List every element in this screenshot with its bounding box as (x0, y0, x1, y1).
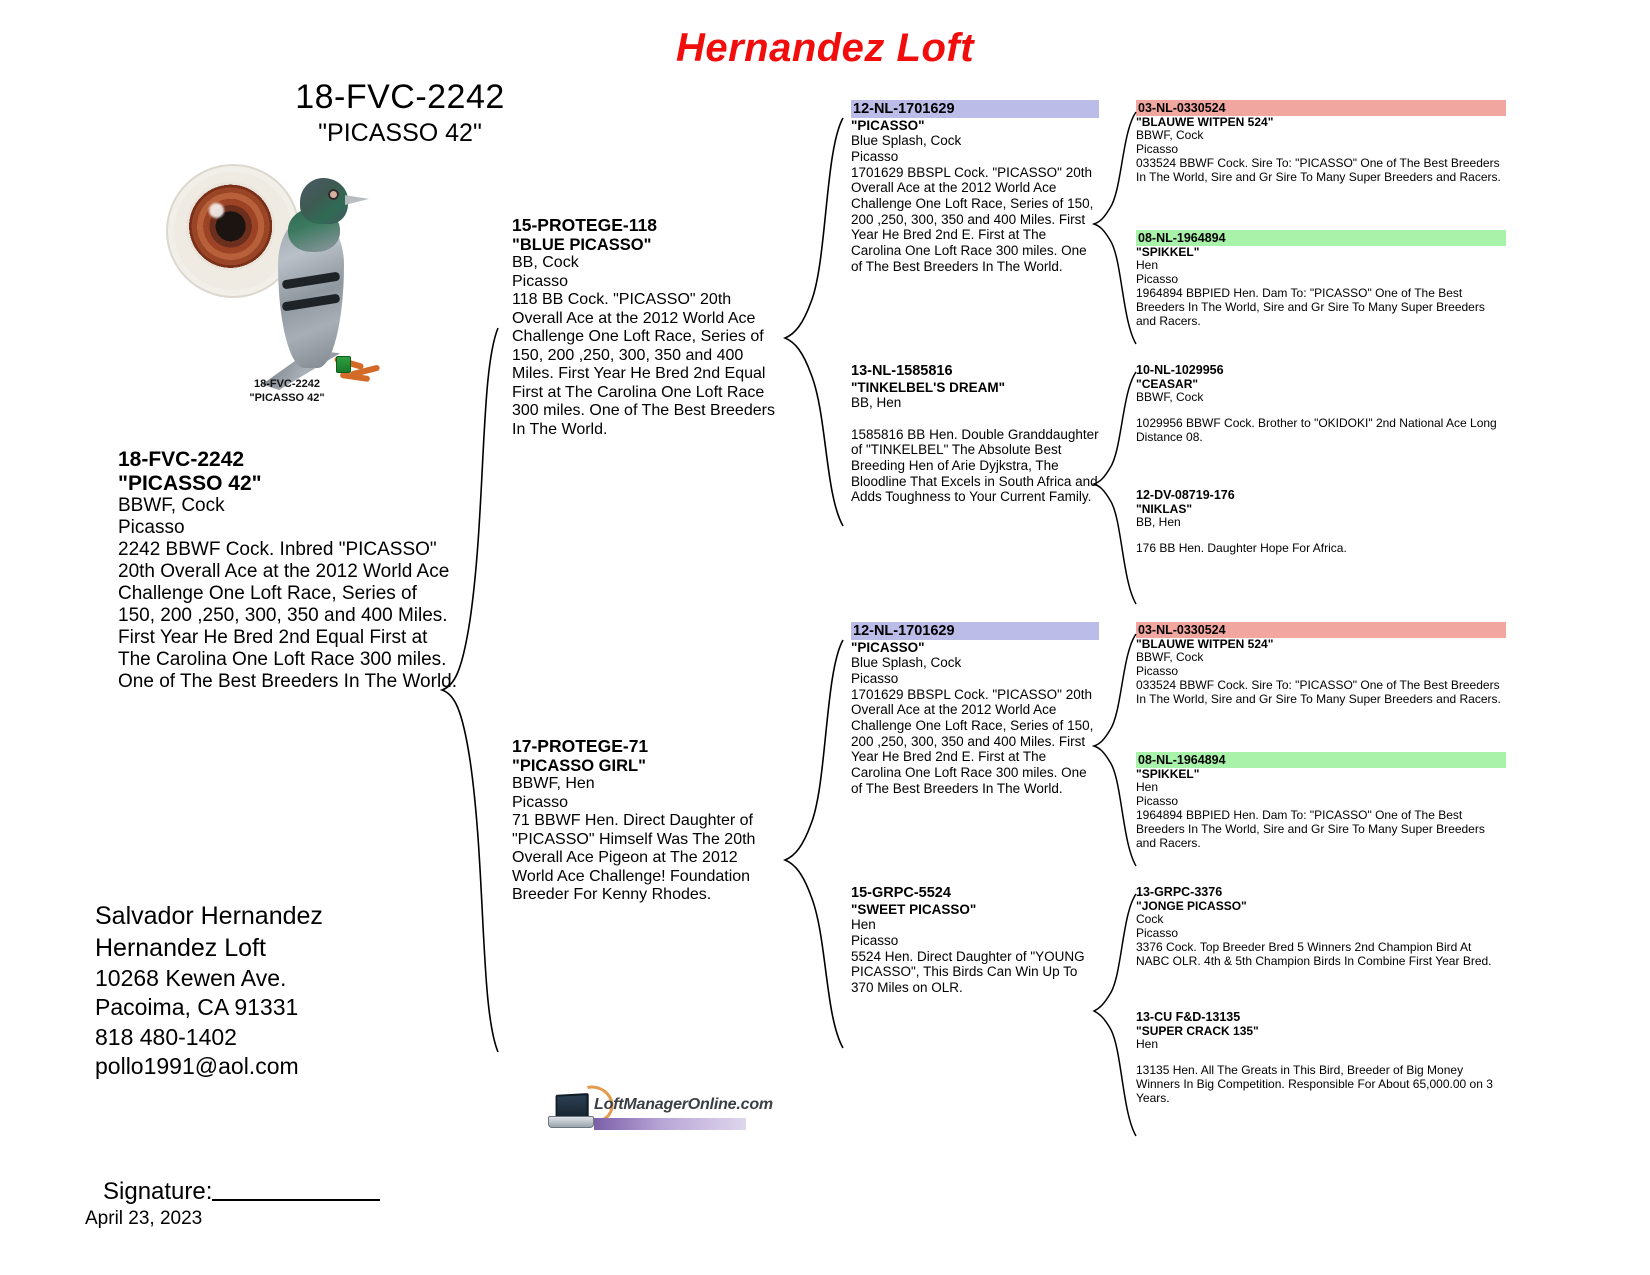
bracket-gen3a-to-gen4 (1092, 108, 1142, 348)
bird-block-gen4-5 (1136, 622, 1506, 707)
photo-caption (202, 378, 372, 406)
color-sex: BBWF, Cock (1136, 390, 1204, 405)
bird-photo-composite (160, 160, 410, 430)
band-name: "PICASSO" (851, 118, 925, 134)
band-name: "PICASSO GIRL" (512, 756, 646, 775)
color-sex: Hen (1136, 780, 1159, 795)
bird-block-gen4-2 (1136, 230, 1506, 329)
color-sex: Blue Splash, Cock (851, 133, 962, 149)
band-name: "BLAUWE WITPEN 524" (1136, 115, 1274, 129)
band-name: "NIKLAS" (1136, 502, 1193, 516)
strain: Picasso (1136, 926, 1179, 941)
band-id: 12-NL-1701629 (851, 622, 1099, 640)
band-name: "SUPER CRACK 135" (1136, 1024, 1259, 1038)
band-id: 18-FVC-2242 (118, 448, 245, 471)
band-id: 17-PROTEGE-71 (512, 736, 649, 756)
band-name: "BLUE PICASSO" (512, 235, 652, 254)
photo-caption-band-name: "PICASSO 42" (249, 391, 325, 404)
strain: Picasso (1136, 664, 1179, 679)
color-sex: Hen (851, 917, 876, 933)
bird-block-gen3-4 (851, 884, 1099, 996)
band-id: 08-NL-1964894 (1136, 752, 1506, 768)
pigeon-photo (260, 164, 400, 389)
pigeon-head (300, 178, 348, 224)
subject-header (180, 80, 620, 146)
color-sex: BBWF, Cock (1136, 128, 1204, 143)
subject-band-name: "PICASSO 42" (318, 118, 482, 147)
description: 71 BBWF Hen. Direct Daughter of "PICASSO" Himself Was The 20th Overall Ace Pigeon at The 2012 World Ace Challenge! Foundation Breeder For Kenny Rhodes. (512, 812, 756, 904)
bird-block-gen4-7 (1136, 884, 1506, 969)
bird-block-gen3-1 (851, 100, 1099, 274)
description: 1701629 BBSPL Cock. "PICASSO" 20th Overall Ace at the 2012 World Ace Challenge One Loft Race, Series of 150, 200 ,250, 300, 350 and 400 Miles. First Year He Bred 2nd E. First at The Carolina One Loft Race 300 miles. One of The Best Breeders In The World. (851, 686, 1094, 796)
page-title: Hernandez Loft (675, 26, 975, 70)
band-id: 15-GRPC-5524 (851, 885, 951, 901)
bracket-gen3d-to-gen4 (1092, 890, 1142, 1140)
color-sex: BBWF, Cock (1136, 650, 1204, 665)
bird-block-gen4-3 (1136, 362, 1506, 445)
band-id: 13-GRPC-3376 (1136, 885, 1223, 899)
description: 1029956 BBWF Cock. Brother to "OKIDOKI" 2nd National Ace Long Distance 08. (1136, 416, 1497, 445)
band-name: "PICASSO" (851, 640, 925, 656)
owner-street: 10268 Kewen Ave. (95, 965, 287, 991)
owner-city-state-zip: Pacoima, CA 91331 (95, 994, 299, 1021)
band-name: "SPIKKEL" (1136, 767, 1200, 781)
logo-gradient-bar (594, 1118, 746, 1130)
bird-block-gen4-1 (1136, 100, 1506, 185)
color-sex: Blue Splash, Cock (851, 655, 962, 671)
description: 3376 Cock. Top Breeder Bred 5 Winners 2nd Champion Bird At NABC OLR. 4th & 5th Champion Birds In Combine First Year Bred. (1136, 940, 1492, 969)
logo-text: LoftManagerOnline.com (594, 1096, 773, 1113)
band-name: "JONGE PICASSO" (1136, 899, 1247, 913)
band-id: 03-NL-0330524 (1136, 100, 1506, 116)
bird-block-gen2-dam (512, 737, 782, 905)
band-id: 03-NL-0330524 (1136, 622, 1506, 638)
bird-block-gen2-sire (512, 216, 782, 440)
pigeon-beak (345, 194, 369, 205)
band-name: "BLAUWE WITPEN 524" (1136, 637, 1274, 651)
bracket-gen2sire-to-gen3 (783, 112, 855, 532)
color-sex: Hen (1136, 258, 1159, 273)
document-date: April 23, 2023 (85, 1208, 203, 1229)
signature-field[interactable] (212, 1175, 380, 1201)
strain: Picasso (1136, 272, 1179, 287)
bracket-gen3c-to-gen4 (1092, 630, 1142, 870)
bird-block-gen4-4 (1136, 487, 1506, 556)
bird-block-gen3-3 (851, 622, 1099, 796)
band-id: 12-DV-08719-176 (1136, 488, 1235, 502)
band-name: "TINKELBEL'S DREAM" (851, 380, 1006, 396)
bracket-gen3b-to-gen4 (1092, 368, 1142, 608)
signature-label: Signature: (103, 1178, 213, 1205)
color-sex: Hen (1136, 1037, 1159, 1052)
band-name: "SWEET PICASSO" (851, 902, 977, 918)
strain: Picasso (512, 793, 569, 811)
bird-block-gen4-6 (1136, 752, 1506, 851)
bracket-gen2dam-to-gen3 (783, 634, 855, 1054)
description: 2242 BBWF Cock. Inbred "PICASSO" 20th Overall Ace at the 2012 World Ace Challenge One Loft Race, Series of 150, 200 ,250, 300, 350 and 400 Miles. First Year He Bred 2nd Equal First at The Carolina One Loft Race 300 miles. One of The Best Breeders In The World. (118, 539, 458, 693)
owner-name: Salvador Hernandez (95, 902, 323, 930)
description: 033524 BBWF Cock. Sire To: "PICASSO" One of The Best Breeders In The World, Sire and Gr Sire To Many Super Breeders and Racers. (1136, 678, 1501, 707)
signature-row (95, 1175, 380, 1206)
strain (851, 411, 1099, 427)
description: 118 BB Cock. "PICASSO" 20th Overall Ace at the 2012 World Ace Challenge One Loft Race, Series of 150, 200 ,250, 300, 350 and 400 Miles. First Year He Bred 2nd Equal First at The Carolina One Loft Race 300 miles. One of The Best Breeders In The World. (512, 291, 775, 438)
bird-block-gen3-2 (851, 362, 1099, 505)
description: 033524 BBWF Cock. Sire To: "PICASSO" One of The Best Breeders In The World, Sire and Gr Sire To Many Super Breeders and Racers. (1136, 156, 1501, 185)
strain: Picasso (851, 149, 899, 164)
owner-phone: 818 480-1402 (95, 1023, 237, 1050)
band-id: 13-CU F&D-13135 (1136, 1010, 1241, 1024)
color-sex: BB, Cock (512, 254, 579, 272)
subject-band-id: 18-FVC-2242 (295, 78, 505, 116)
owner-contact-block (95, 900, 495, 1082)
strain: Picasso (118, 517, 185, 539)
description: 1964894 BBPIED Hen. Dam To: "PICASSO" One of The Best Breeders In The World, Sire and Gr Sire To Many Super Breeders and Racers. (1136, 286, 1485, 329)
strain: Picasso (512, 272, 569, 290)
owner-email: pollo1991@aol.com (95, 1053, 299, 1080)
color-sex: BBWF, Hen (512, 775, 595, 793)
leg-band-icon (336, 356, 351, 373)
color-sex: Cock (1136, 912, 1164, 927)
band-id: 08-NL-1964894 (1136, 230, 1506, 246)
band-id: 15-PROTEGE-118 (512, 215, 657, 235)
band-id: 13-NL-1585816 (851, 363, 953, 379)
band-name: "CEASAR" (1136, 377, 1199, 391)
strain: Picasso (851, 671, 899, 686)
description: 13135 Hen. All The Greats in This Bird, Breeder of Big Money Winners In Big Competition. Responsible For About 65,000.00 on 3 Years. (1136, 1063, 1493, 1106)
strain: Picasso (1136, 142, 1179, 157)
description: 1701629 BBSPL Cock. "PICASSO" 20th Overall Ace at the 2012 World Ace Challenge One Loft Race, Series of 150, 200 ,250, 300, 350 and 400 Miles. First Year He Bred 2nd E. First at The Carolina One Loft Race 300 miles. One of The Best Breeders In The World. (851, 164, 1094, 274)
bird-block-gen1 (118, 448, 458, 693)
band-id: 12-NL-1701629 (851, 100, 1099, 118)
color-sex: BB, Hen (1136, 515, 1181, 530)
description: 5524 Hen. Direct Daughter of "YOUNG PICASSO", This Birds Can Win Up To 370 Miles on OLR. (851, 948, 1085, 995)
band-name: "SPIKKEL" (1136, 245, 1200, 259)
description: 1964894 BBPIED Hen. Dam To: "PICASSO" One of The Best Breeders In The World, Sire and Gr Sire To Many Super Breeders and Racers. (1136, 808, 1485, 851)
owner-loft: Hernandez Loft (95, 934, 266, 962)
strain: Picasso (851, 933, 899, 948)
color-sex: BB, Hen (851, 395, 902, 411)
description: 1585816 BB Hen. Double Granddaughter of "TINKELBEL" The Absolute Best Breeding Hen of Arie Dyjkstra, The Bloodline That Excels in South Africa and Adds Toughness to Your Current Family. (851, 426, 1099, 505)
bird-block-gen4-8 (1136, 1009, 1506, 1106)
color-sex: BBWF, Cock (118, 495, 225, 517)
loftmanageronline-logo[interactable] (548, 1082, 773, 1138)
strain: Picasso (1136, 794, 1179, 809)
band-id: 10-NL-1029956 (1136, 363, 1224, 377)
pigeon-eye (328, 189, 339, 200)
band-name: "PICASSO 42" (118, 471, 262, 495)
description: 176 BB Hen. Daughter Hope For Africa. (1136, 541, 1347, 556)
photo-caption-band-id: 18-FVC-2242 (253, 378, 321, 390)
